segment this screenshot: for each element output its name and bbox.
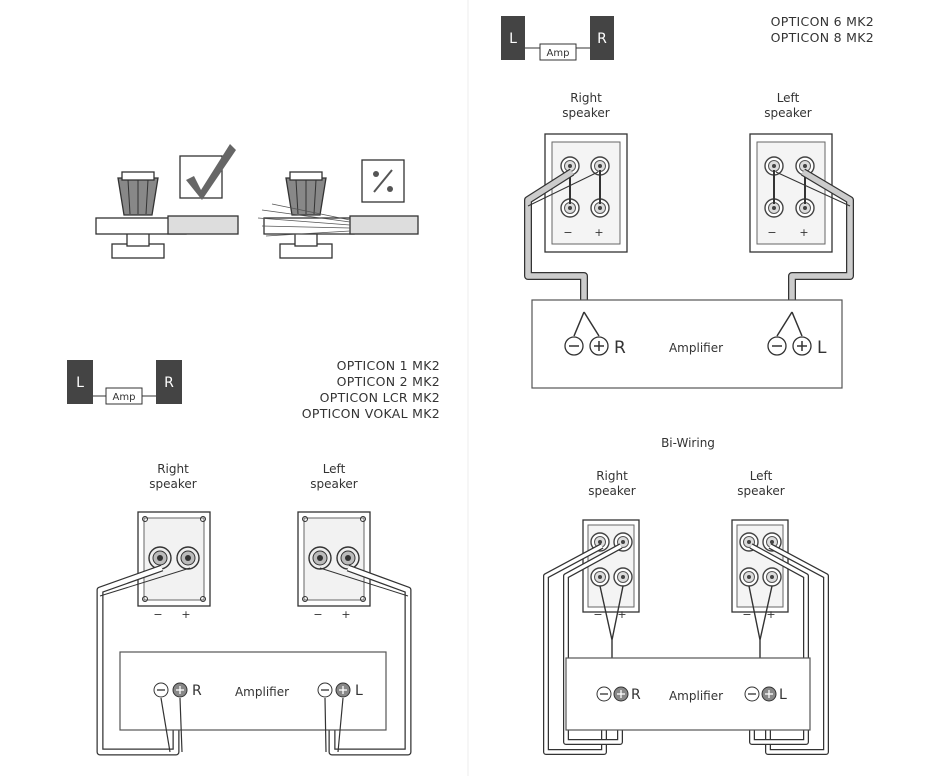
amp-r-label: R — [631, 687, 641, 703]
plus-label: + — [341, 608, 351, 621]
amplifier-label: Amplifier — [234, 685, 290, 699]
amp-l-label: L — [817, 338, 827, 358]
right-speaker-label: Right — [157, 462, 189, 476]
bi-wiring-amplifier — [566, 658, 810, 730]
left-speaker-label: speaker — [737, 484, 785, 498]
left-speaker-label: Left — [776, 91, 800, 105]
right-top-right-speaker-panel — [545, 134, 627, 252]
left-amplifier — [120, 652, 386, 752]
right-top-chain — [501, 16, 614, 60]
amp-r-label: R — [614, 338, 626, 358]
model-line: OPTICON 2 MK2 — [336, 374, 440, 389]
minus-label: − — [153, 608, 163, 621]
bi-wiring-right-speaker-panel — [583, 520, 639, 621]
plus-label: + — [181, 608, 191, 621]
left-models — [302, 358, 440, 421]
plus-label: + — [766, 608, 776, 621]
model-line: OPTICON LCR MK2 — [319, 390, 440, 405]
right-top-left-speaker-panel — [750, 134, 832, 252]
right-top-amplifier — [532, 300, 842, 388]
right-speaker-panel — [138, 512, 210, 621]
amp-l-label: L — [779, 687, 787, 703]
minus-label: − — [742, 608, 752, 621]
minus-label: − — [313, 608, 323, 621]
chain-left-label: L — [76, 375, 84, 391]
plus-label: + — [594, 226, 604, 239]
checkmark-box — [180, 144, 236, 200]
bi-wiring-left-speaker-panel — [732, 520, 788, 621]
model-line: OPTICON 1 MK2 — [336, 358, 440, 373]
chain-amp-label: Amp — [112, 392, 136, 403]
minus-label: − — [767, 226, 777, 239]
minus-label: − — [563, 226, 573, 239]
minus-label: − — [593, 608, 603, 621]
right-speaker-label: speaker — [149, 477, 197, 491]
chain-amp-label: Amp — [546, 48, 570, 59]
cross-box — [362, 160, 404, 202]
left-chain — [67, 360, 182, 404]
left-speaker-label: speaker — [764, 106, 812, 120]
right-speaker-label: Right — [570, 91, 602, 105]
chain-left-label: L — [509, 31, 517, 47]
amp-l-label: L — [355, 683, 363, 699]
plus-label: + — [617, 608, 627, 621]
amp-r-label: R — [192, 683, 202, 699]
left-speaker-panel — [298, 512, 370, 621]
model-line: OPTICON VOKAL MK2 — [301, 406, 440, 421]
left-speaker-label: speaker — [310, 477, 358, 491]
left-speaker-label: Left — [322, 462, 346, 476]
left-speaker-label: Left — [749, 469, 773, 483]
bi-wiring-title: Bi-Wiring — [661, 436, 715, 450]
amplifier-label: Amplifier — [668, 341, 724, 355]
right-speaker-label: Right — [596, 469, 628, 483]
chain-right-label: R — [164, 375, 174, 391]
right-speaker-label: speaker — [562, 106, 610, 120]
model-line: OPTICON 8 MK2 — [770, 30, 874, 45]
plus-label: + — [799, 226, 809, 239]
chain-right-label: R — [597, 31, 607, 47]
model-line: OPTICON 6 MK2 — [770, 14, 874, 29]
right-speaker-label: speaker — [588, 484, 636, 498]
amplifier-label: Amplifier — [668, 689, 724, 703]
